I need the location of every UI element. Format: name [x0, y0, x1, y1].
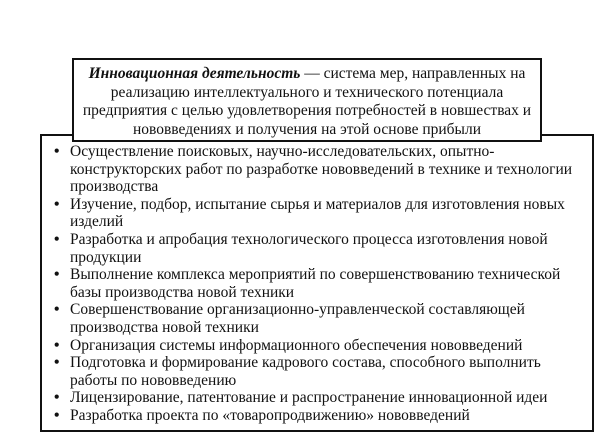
activity-item — [52, 407, 582, 425]
bullet-icon: • — [54, 230, 60, 248]
activity-text: Разработка и апробация технологического процесса изготовления новой продукции — [70, 230, 548, 266]
bullet-icon: • — [54, 389, 60, 407]
activity-item — [52, 266, 582, 301]
activity-item — [52, 354, 582, 389]
bullet-icon: • — [54, 301, 60, 319]
activity-text: Осуществление поисковых, научно-исследовательских, опытно-конструкторских работ по разработке нововведений в технике и технологии производства — [70, 143, 573, 196]
definition-term: Инновационная деятельность — [88, 65, 301, 82]
activity-item — [52, 301, 582, 336]
activity-text: Изучение, подбор, испытание сырья и материалов для изготовления новых изделий — [70, 195, 565, 231]
activity-text: Подготовка и формирование кадрового состава, способного выполнить работы по нововведению — [70, 354, 541, 389]
bullet-icon: • — [54, 143, 60, 160]
activity-text: Разработка проекта по «товаропродвижению» нововведений — [70, 406, 470, 424]
definition-box — [72, 58, 542, 142]
activity-item — [52, 143, 582, 196]
activity-item — [52, 337, 582, 355]
bullet-icon: • — [54, 195, 60, 213]
bullet-icon: • — [54, 266, 60, 284]
bullet-icon: • — [54, 406, 60, 424]
bullet-icon: • — [54, 354, 60, 372]
bullet-icon: • — [54, 336, 60, 354]
activity-item — [52, 231, 582, 266]
activities-list — [52, 143, 582, 425]
activity-text: Лицензирование, патентование и распространение инновационной идеи — [70, 389, 548, 407]
activity-text: Выполнение комплекса мероприятий по совершенствованию технической базы производства новой техники — [70, 266, 561, 301]
definition-text: — система мер, направленных на реализацию интеллектуального и технического потенциала предприятия с целью удовлетворения потребностей в новшествах и нововведениях и получения на этой основе прибыли — [82, 65, 532, 138]
activity-item — [52, 389, 582, 407]
activity-item — [52, 196, 582, 231]
activity-text: Организация системы информационного обеспечения нововведений — [70, 336, 523, 354]
activities-box — [40, 134, 594, 432]
activity-text: Совершенствование организационно-управленческой составляющей производства новой техники — [70, 301, 525, 336]
